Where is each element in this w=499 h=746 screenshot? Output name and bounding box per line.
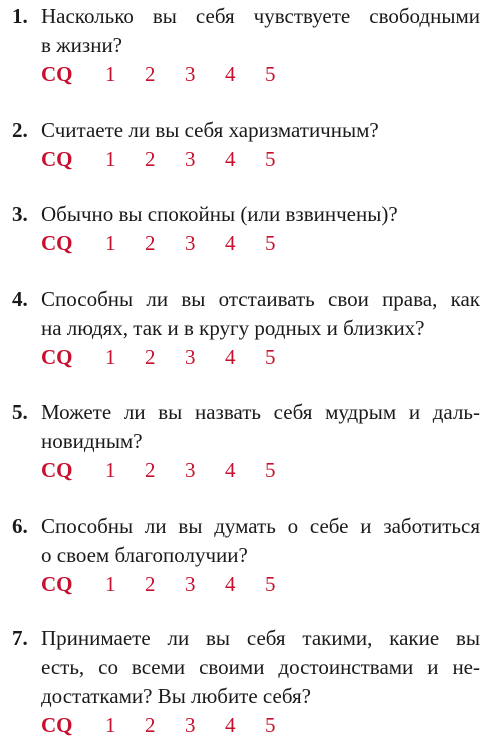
scale-option-3[interactable]: 3 xyxy=(185,231,196,255)
rating-scale xyxy=(41,229,480,258)
scale-label: CQ xyxy=(41,713,73,737)
question-number: 3. xyxy=(12,202,28,226)
scale-option-2[interactable]: 2 xyxy=(145,572,156,596)
rating-scale xyxy=(41,60,480,89)
question-line: новидным? xyxy=(41,429,143,453)
question-line: в жизни? xyxy=(41,33,123,57)
question-row xyxy=(12,285,480,343)
question-row xyxy=(12,624,480,711)
scale-option-1[interactable]: 1 xyxy=(105,231,116,255)
question-line: Насколько вы себя чувствуете свободными xyxy=(41,4,480,28)
question-number: 6. xyxy=(12,514,28,538)
question-7 xyxy=(12,624,480,740)
question-text xyxy=(41,2,480,60)
scale-option-1[interactable]: 1 xyxy=(105,62,116,86)
question-1 xyxy=(12,2,480,89)
question-line: достатками? Вы любите себя? xyxy=(41,684,311,708)
scale-option-3[interactable]: 3 xyxy=(185,345,196,369)
question-line: Способны ли вы думать о себе и заботиться xyxy=(41,514,480,538)
scale-label: CQ xyxy=(41,231,73,255)
question-text xyxy=(41,398,480,456)
question-row xyxy=(12,398,480,456)
scale-label: CQ xyxy=(41,147,73,171)
scale-option-2[interactable]: 2 xyxy=(145,147,156,171)
scale-option-3[interactable]: 3 xyxy=(185,62,196,86)
question-text xyxy=(41,200,480,229)
question-line: на людях, так и в кругу родных и близких? xyxy=(41,316,425,340)
scale-option-3[interactable]: 3 xyxy=(185,572,196,596)
scale-option-5[interactable]: 5 xyxy=(265,458,276,482)
scale-label: CQ xyxy=(41,62,73,86)
scale-option-3[interactable]: 3 xyxy=(185,713,196,737)
question-number: 2. xyxy=(12,118,28,142)
question-number: 1. xyxy=(12,4,28,28)
rating-scale xyxy=(41,145,480,174)
question-line: есть, со всеми своими достоинствами и не- xyxy=(41,655,480,679)
question-row xyxy=(12,200,480,229)
scale-option-2[interactable]: 2 xyxy=(145,231,156,255)
question-line: Обычно вы спокойны (или взвинчены)? xyxy=(41,202,398,226)
question-number: 4. xyxy=(12,287,28,311)
rating-scale xyxy=(41,570,480,599)
scale-option-2[interactable]: 2 xyxy=(145,458,156,482)
scale-option-5[interactable]: 5 xyxy=(265,345,276,369)
rating-scale xyxy=(41,456,480,485)
question-text xyxy=(41,512,480,570)
question-number: 7. xyxy=(12,626,28,650)
question-row xyxy=(12,116,480,145)
rating-scale xyxy=(41,711,480,740)
scale-option-3[interactable]: 3 xyxy=(185,458,196,482)
question-line: Принимаете ли вы себя такими, какие вы xyxy=(41,626,480,650)
scale-option-4[interactable]: 4 xyxy=(225,62,236,86)
question-4 xyxy=(12,285,480,372)
question-line: Можете ли вы назвать себя мудрым и даль- xyxy=(41,400,480,424)
question-line: Способны ли вы отстаивать свои права, как xyxy=(41,287,480,311)
scale-option-5[interactable]: 5 xyxy=(265,62,276,86)
scale-option-2[interactable]: 2 xyxy=(145,713,156,737)
scale-option-4[interactable]: 4 xyxy=(225,231,236,255)
scale-option-2[interactable]: 2 xyxy=(145,62,156,86)
question-line: о своем благополучии? xyxy=(41,543,248,567)
rating-scale xyxy=(41,343,480,372)
question-text xyxy=(41,624,480,711)
scale-option-1[interactable]: 1 xyxy=(105,458,116,482)
question-row xyxy=(12,2,480,60)
question-number: 5. xyxy=(12,400,28,424)
scale-option-1[interactable]: 1 xyxy=(105,345,116,369)
question-line: Считаете ли вы себя харизматичным? xyxy=(41,118,379,142)
scale-label: CQ xyxy=(41,345,73,369)
scale-option-2[interactable]: 2 xyxy=(145,345,156,369)
question-text xyxy=(41,116,480,145)
question-3 xyxy=(12,200,480,258)
scale-option-4[interactable]: 4 xyxy=(225,147,236,171)
scale-option-5[interactable]: 5 xyxy=(265,572,276,596)
scale-option-5[interactable]: 5 xyxy=(265,147,276,171)
scale-option-1[interactable]: 1 xyxy=(105,147,116,171)
scale-option-4[interactable]: 4 xyxy=(225,345,236,369)
scale-label: CQ xyxy=(41,458,73,482)
scale-option-5[interactable]: 5 xyxy=(265,713,276,737)
scale-option-4[interactable]: 4 xyxy=(225,458,236,482)
scale-label: CQ xyxy=(41,572,73,596)
scale-option-5[interactable]: 5 xyxy=(265,231,276,255)
question-text xyxy=(41,285,480,343)
scale-option-1[interactable]: 1 xyxy=(105,572,116,596)
question-6 xyxy=(12,512,480,599)
scale-option-4[interactable]: 4 xyxy=(225,713,236,737)
question-row xyxy=(12,512,480,570)
scale-option-1[interactable]: 1 xyxy=(105,713,116,737)
question-5 xyxy=(12,398,480,485)
question-2 xyxy=(12,116,480,174)
scale-option-3[interactable]: 3 xyxy=(185,147,196,171)
scale-option-4[interactable]: 4 xyxy=(225,572,236,596)
